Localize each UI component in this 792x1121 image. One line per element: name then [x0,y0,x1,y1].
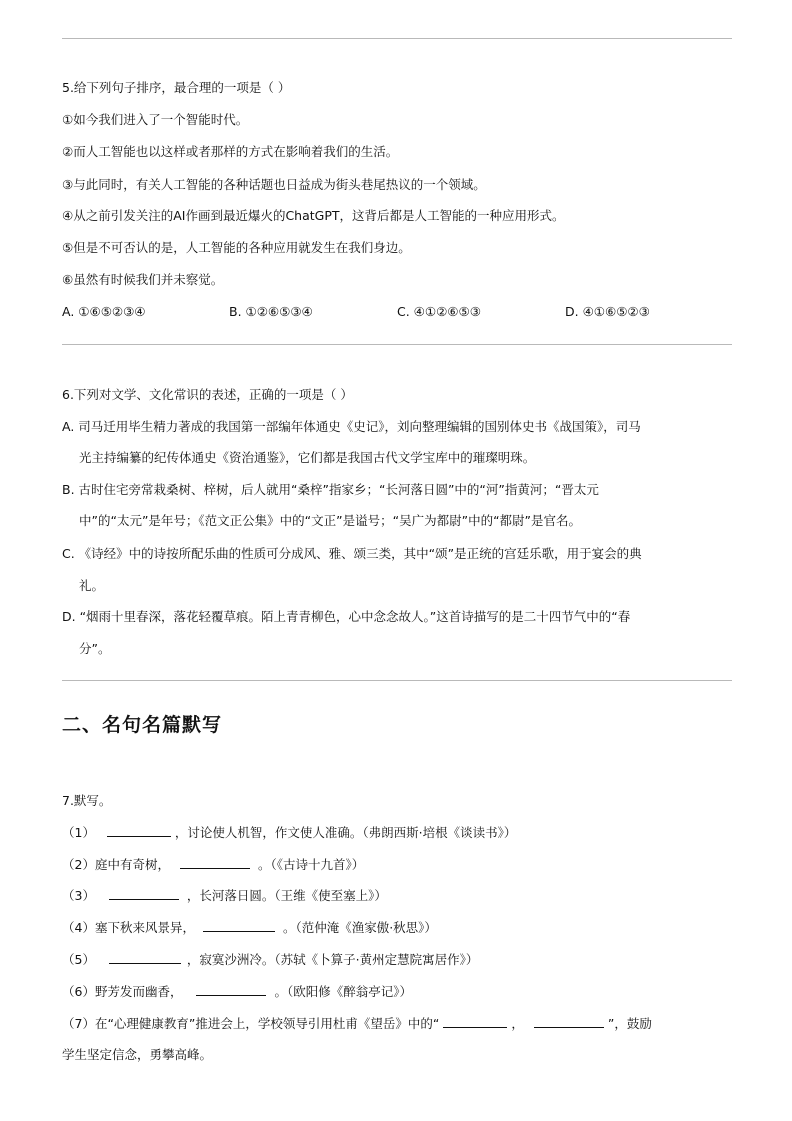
q7-item-4 [62,919,437,937]
q6-option-d-line2: 分”。 [79,641,111,656]
q7-item-4-text: （4）塞下秋来风景异， [62,920,195,935]
q5-sentence-6: ⑥虽然有时候我们并未察觉。 [62,272,224,287]
q7-item-4-source: 。（范仲淹《渔家傲·秋思》） [282,920,437,935]
answer-blank[interactable] [196,983,266,996]
q5-sentence-5: ⑤但是不可否认的是，人工智能的各种应用就发生在我们身边。 [62,240,411,255]
q5-option-c[interactable]: C. ④①②⑥⑤③ [397,304,481,319]
q6-option-a-line2: 光主持编纂的纪传体通史《资治通鉴》，它们都是我国古代文学宝库中的璀璨明珠。 [79,450,536,465]
q7-item-6-text: （6）野芳发而幽香， [62,984,183,999]
answer-blank[interactable] [109,951,181,964]
answer-blank[interactable] [109,887,179,900]
answer-blank[interactable] [203,919,275,932]
section-title: 二、名句名篇默写 [62,714,223,736]
q6-option-d-line1[interactable]: D. “烟雨十里春深，落花轻覆草痕。陌上青青柳色，心中念念故人。”这首诗描写的是二十四节气中的“春 [62,609,631,624]
q7-item-7-text: （7）在“心理健康教育”推进会上，学校领导引用杜甫《望岳》中的“ [62,1016,440,1031]
answer-blank[interactable] [534,1015,604,1028]
q5-option-b[interactable]: B. ①②⑥⑤③④ [229,304,313,319]
q7-item-6-source: 。（欧阳修《醉翁亭记》） [274,984,412,999]
q7-item-3-number: （3） [62,888,95,903]
q7-item-1-number: （1） [62,825,95,840]
q6-stem: 6.下列对文学、文化常识的表述，正确的一项是（ ） [62,387,353,402]
q6-option-c-line1[interactable]: C. 《诗经》中的诗按所配乐曲的性质可分成风、雅、颂三类，其中“颂”是正统的宫廷乐歌，用于宴会的典 [62,546,642,561]
divider-q5-q6 [62,344,732,345]
q7-item-6 [62,983,412,1001]
q5-sentence-4: ④从之前引发关注的AI作画到最近爆火的ChatGPT，这背后都是人工智能的一种应用形式。 [62,208,565,223]
top-divider [62,38,732,39]
q7-item-3-text: ，长河落日圆。（王维《使至塞上》） [186,888,387,903]
answer-blank[interactable] [443,1015,507,1028]
q7-item-7-comma: ， [511,1016,524,1031]
divider-q6-section [62,680,732,681]
q6-option-b-line2: 中”的“太元”是年号；《范文正公集》中的“文正”是谥号；“吴广为都尉”中的“都尉”是官名。 [79,513,582,528]
q6-option-b-line1[interactable]: B. 古时住宅旁常栽桑树、梓树，后人就用“桑梓”指家乡；“长河落日圆”中的“河”指黄河；“晋太元 [62,482,599,497]
q6-option-c-line2: 礼。 [79,578,105,593]
q5-sentence-3: ③与此同时，有关人工智能的各种话题也日益成为街头巷尾热议的一个领域。 [62,177,486,192]
answer-blank[interactable] [180,856,250,869]
q7-item-3 [62,887,387,905]
q7-stem: 7.默写。 [62,793,112,808]
q7-item-2-text: （2）庭中有奇树， [62,857,170,872]
q5-sentence-2: ②而人工智能也以这样或者那样的方式在影响着我们的生活。 [62,144,399,159]
q7-item-7 [62,1015,652,1033]
q7-item-1-text: ，讨论使人机智，作文使人准确。（弗朗西斯·培根《谈读书》） [174,825,517,840]
q5-option-a[interactable]: A. ①⑥⑤②③④ [62,304,146,319]
q5-stem: 5.给下列句子排序，最合理的一项是（ ） [62,80,291,95]
q7-item-5-text: ，寂寞沙洲冷。（苏轼《卜算子·黄州定慧院寓居作》） [186,952,479,967]
q7-item-2-source: 。（《古诗十九首》） [257,857,365,872]
q7-item-2 [62,856,364,874]
q7-item-1 [62,824,516,842]
q5-option-d[interactable]: D. ④①⑥⑤②③ [565,304,650,319]
q7-item-7-line2: 学生坚定信念，勇攀高峰。 [62,1047,213,1062]
q7-item-7-tail: ”，鼓励 [607,1016,652,1031]
q5-sentence-1: ①如今我们进入了一个智能时代。 [62,112,249,127]
answer-blank[interactable] [107,824,171,837]
q7-item-5-number: （5） [62,952,95,967]
q6-option-a-line1[interactable]: A. 司马迁用毕生精力著成的我国第一部编年体通史《史记》，刘向整理编辑的国别体史书《战国策》，司马 [62,419,641,434]
q7-item-5 [62,951,478,969]
